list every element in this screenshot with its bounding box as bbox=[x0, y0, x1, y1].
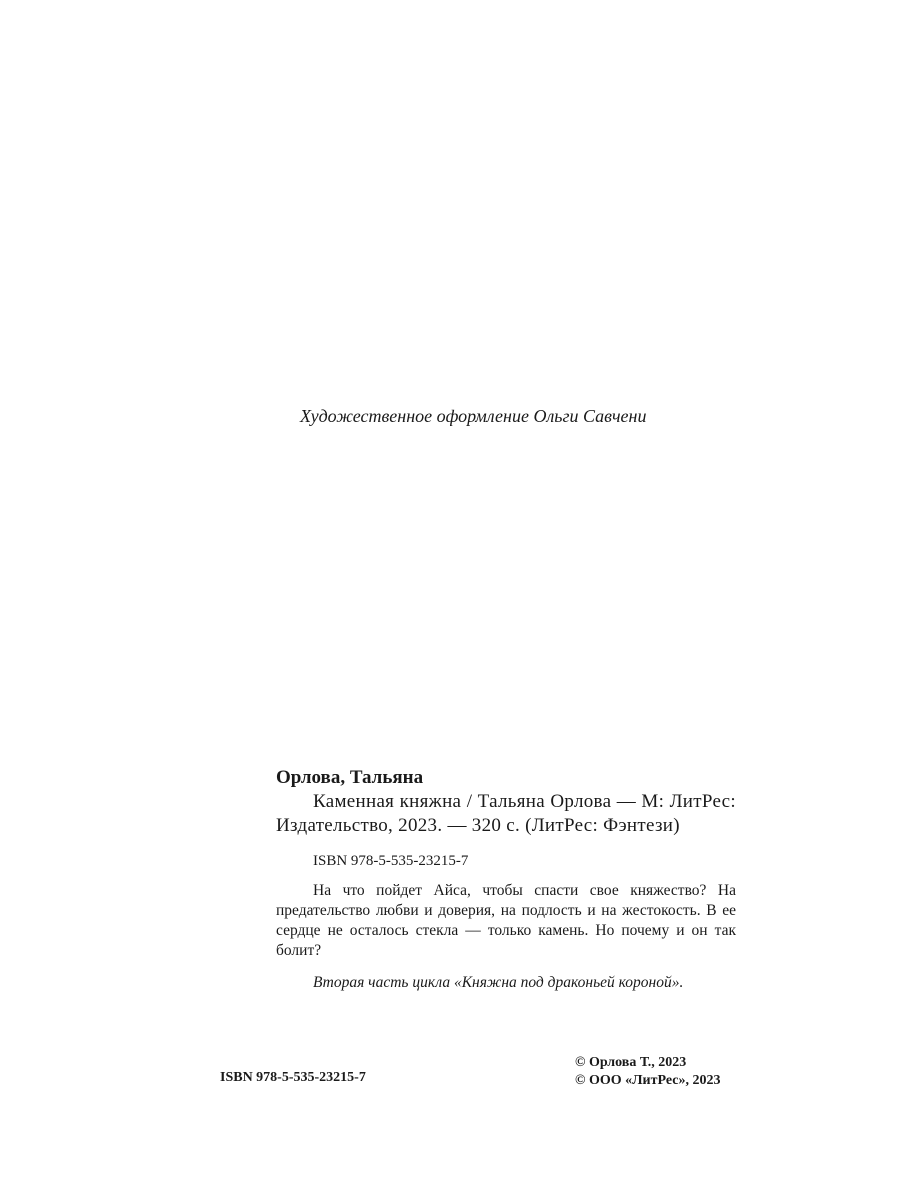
book-annotation: На что пойдет Айса, чтобы спасти свое княжество? На предательство любви и доверия, на подлость и на жестокость. В ее сердце не осталось стекла — только камень. Но почему и он так болит? bbox=[276, 882, 736, 959]
card-isbn: ISBN 978-5-535-23215-7 bbox=[313, 853, 469, 869]
author-name: Орлова, Тальяна bbox=[276, 767, 424, 788]
copyright-publisher: © ООО «ЛитРес», 2023 bbox=[575, 1073, 721, 1088]
copyright-block bbox=[575, 1054, 720, 1090]
catalog-card bbox=[276, 766, 736, 993]
series-note: Вторая часть цикла «Княжна под драконьей короной». bbox=[313, 974, 684, 991]
copyright-author: © Орлова Т., 2023 bbox=[575, 1055, 687, 1070]
bibliographic-record: Каменная княжна / Тальяна Орлова — М: ЛитРес: Издательство, 2023. — 320 с. (ЛитРес: Фэнтези) bbox=[276, 791, 736, 836]
art-design-credit: Художественное оформление Ольги Савчени bbox=[300, 406, 647, 426]
footer-isbn: ISBN 978-5-535-23215-7 bbox=[220, 1070, 366, 1085]
